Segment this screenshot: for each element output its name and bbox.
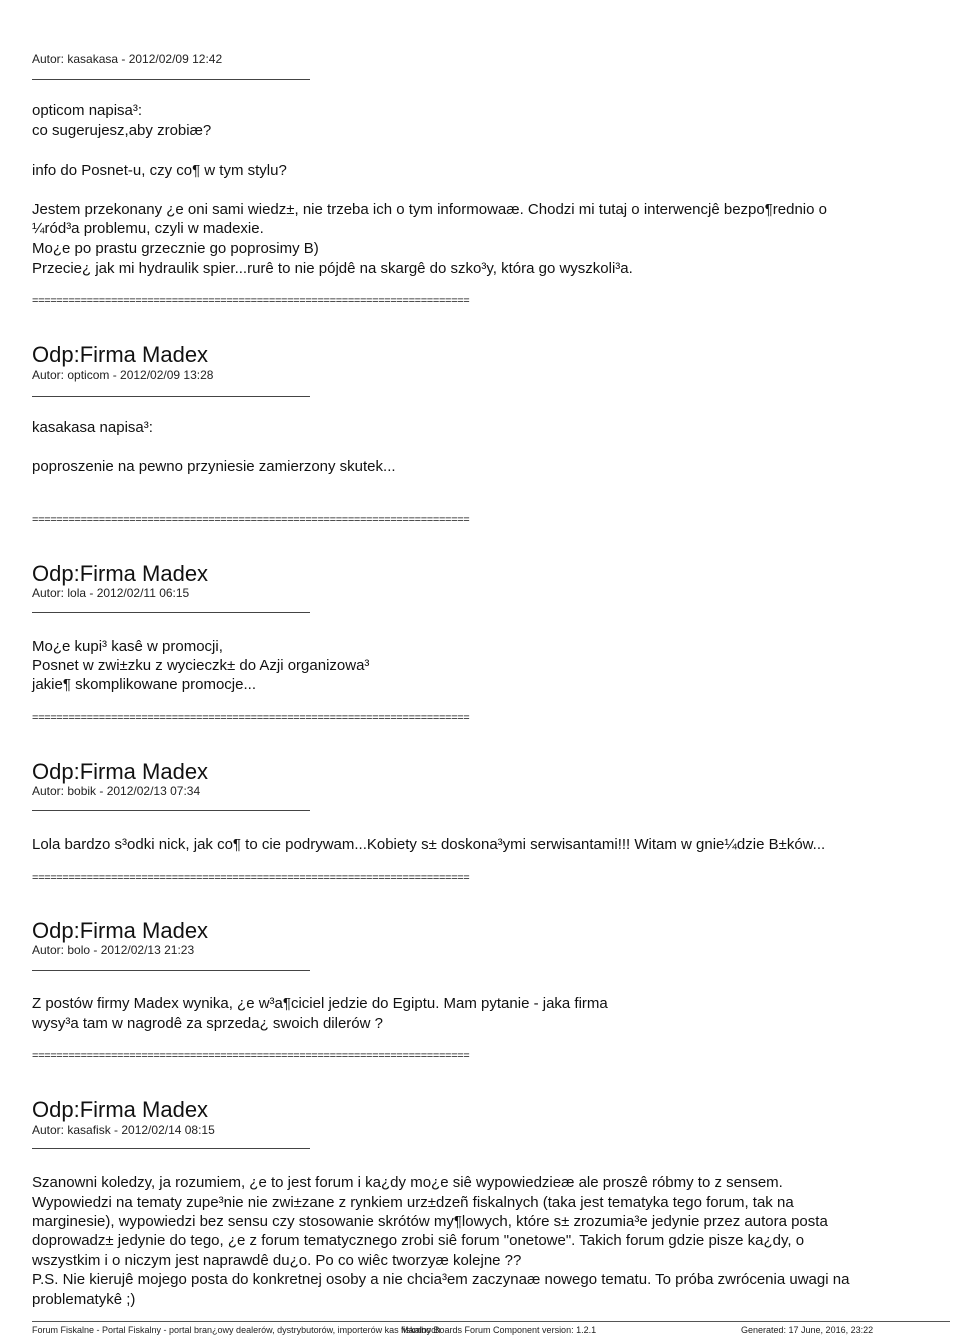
post-line: info do Posnet-u, czy co¶ w tym stylu?: [32, 162, 287, 179]
post-line: marginesie), wypowiedzi bez sensu czy stosowanie skrótów my¶lowych, które s± zrozumia³e jedynie przez autora posta: [32, 1213, 828, 1230]
post-line: Lola bardzo s³odki nick, jak co¶ to cie podrywam...Kobiety s± doskona³ymi serwisantami!!! Witam w gnie¼dzie B±ków...: [32, 836, 826, 853]
post-line: Posnet w zwi±zku z wycieczk± do Azji organizowa³: [32, 657, 370, 674]
post-line: Mo¿e kupi³ kasê w promocji,: [32, 638, 223, 655]
post-separator: ========================================================================: [32, 712, 470, 724]
post-line: wysy³a tam w nagrodê za sprzeda¿ swoich dilerów ?: [32, 1015, 383, 1032]
post-line: Szanowni koledzy, ja rozumiem, ¿e to jest forum i ka¿dy mo¿e siê wypowiedzieæ ale proszê róbmy to z sensem.: [32, 1174, 783, 1191]
post-line: Wypowiedzi na tematy zupe³nie nie zwi±zane z rynkiem urz±dzeñ fiskalnych (taka jest tematyka tego forum, tak na: [32, 1194, 794, 1211]
post-separator: ========================================================================: [32, 295, 470, 307]
post-line: ¼ród³a problemu, czyli w madexie.: [32, 220, 264, 237]
post-line: co sugerujesz,aby zrobiæ?: [32, 122, 212, 139]
post-separator: ========================================================================: [32, 514, 470, 526]
post-line: P.S. Nie kierujê mojego posta do konkretnej osoby a nie chcia³em zaczynaæ nowego tematu. To próba zwrócenia uwagi na: [32, 1271, 850, 1288]
footer-component-version: Mambo Boards Forum Component version: 1.2.1: [401, 1325, 597, 1335]
meta-divider: [32, 970, 310, 971]
post-meta: Autor: kasakasa - 2012/02/09 12:42: [32, 52, 223, 66]
post-line: problematykê ;): [32, 1291, 136, 1308]
post-title: Odp:Firma Madex: [32, 561, 209, 586]
post-line: Z postów firmy Madex wynika, ¿e w³a¶ciciel jedzie do Egiptu. Mam pytanie - jaka firma: [32, 995, 608, 1012]
post-line: kasakasa napisa³:: [32, 419, 153, 436]
post-line: Jestem przekonany ¿e oni sami wiedz±, nie trzeba ich o tym informowaæ. Chodzi mi tutaj o interwencjê bezpo¶rednio o: [32, 201, 827, 218]
meta-divider: [32, 810, 310, 811]
meta-divider: [32, 612, 310, 613]
post-line: doprowadz± jedynie do tego, ¿e z forum tematycznego zrobi siê forum "onetowe". Takich forum gdzie pisze ka¿dy, o: [32, 1232, 805, 1249]
meta-divider: [32, 79, 310, 80]
footer-generated-date: Generated: 17 June, 2016, 23:22: [741, 1325, 874, 1335]
post-line: opticom napisa³:: [32, 102, 143, 119]
post-title: Odp:Firma Madex: [32, 1097, 209, 1122]
meta-divider: [32, 1148, 310, 1149]
post-meta: Autor: bobik - 2012/02/13 07:34: [32, 784, 201, 798]
post-separator: ========================================================================: [32, 872, 470, 884]
post-line: wszystkim i o niczym jest naprawdê du¿o. Po co wiêc tworzyæ kolejne ??: [32, 1252, 522, 1269]
post-meta: Autor: opticom - 2012/02/09 13:28: [32, 368, 214, 382]
post-line: Przecie¿ jak mi hydraulik spier...rurê to nie pójdê na skargê do szko³y, która go wyszkoli³a.: [32, 260, 633, 277]
page-footer: [32, 1321, 950, 1333]
post-line: Mo¿e po prastu grzecznie go poprosimy B): [32, 240, 319, 257]
post-meta: Autor: lola - 2012/02/11 06:15: [32, 586, 190, 600]
meta-divider: [32, 396, 310, 397]
post-meta: Autor: kasafisk - 2012/02/14 08:15: [32, 1123, 215, 1137]
post-line: jakie¶ skomplikowane promocje...: [32, 676, 256, 693]
post-meta: Autor: bolo - 2012/02/13 21:23: [32, 943, 195, 957]
footer-site-name: Forum Fiskalne - Portal Fiskalny - portal bran¿owy dealerów, dystrybutorów, importerów kas fiskalnych: [32, 1325, 441, 1335]
post-separator: ========================================================================: [32, 1050, 470, 1062]
post-title: Odp:Firma Madex: [32, 918, 209, 943]
post-title: Odp:Firma Madex: [32, 342, 209, 367]
post-title: Odp:Firma Madex: [32, 759, 209, 784]
post-line: poproszenie na pewno przyniesie zamierzony skutek...: [32, 458, 396, 475]
